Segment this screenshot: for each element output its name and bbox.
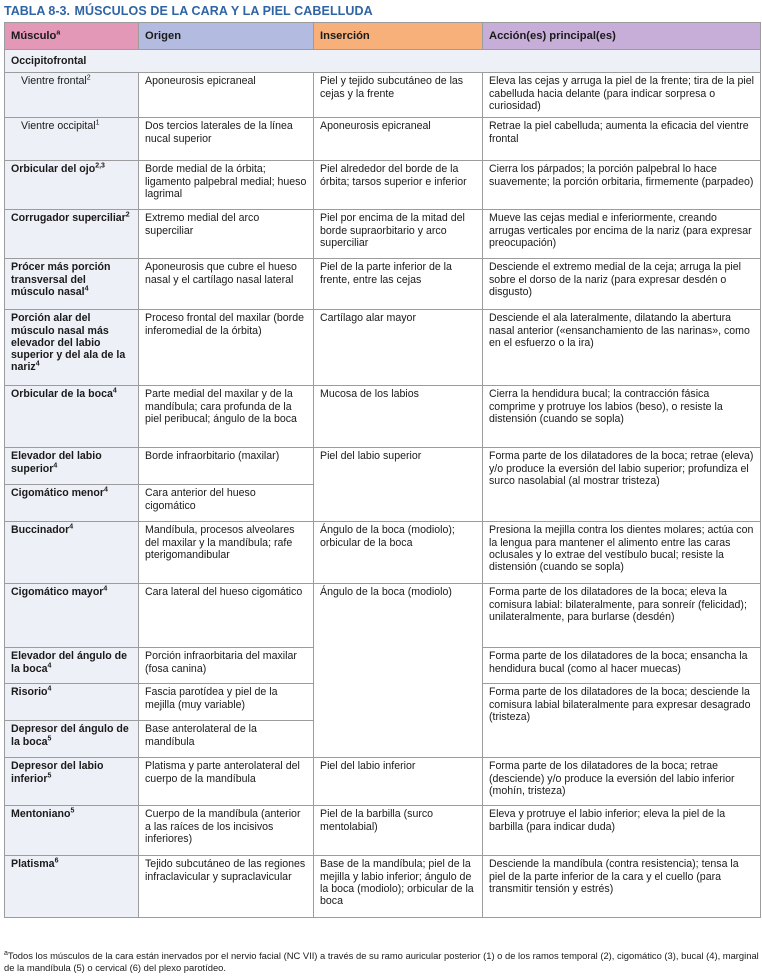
insertion-cell: Cartílago alar mayor <box>314 310 483 386</box>
section-row <box>5 50 761 73</box>
insertion-cell: Piel de la parte inferior de la frente, entre las cejas <box>314 259 483 310</box>
muscle-cell: Elevador del ángulo de la boca$^4$ <box>5 648 139 684</box>
table-row <box>5 448 761 485</box>
insertion-cell: Piel y tejido subcutáneo de las cejas y la frente <box>314 73 483 118</box>
table-row <box>5 118 761 161</box>
muscle-cell: Depresor del labio inferior$^5$ <box>5 758 139 806</box>
insertion-cell: Piel por encima de la mitad del borde supraorbitario y arco superciliar <box>314 210 483 259</box>
table-row <box>5 161 761 210</box>
action-cell: Eleva las cejas y arruga la piel de la frente; tira de la piel cabelluda hacia delante (para indicar sorpresa o curiosidad) <box>483 73 761 118</box>
muscle-cell: Orbicular del ojo$^{2,3}$ <box>5 161 139 210</box>
origin-cell: Cuerpo de la mandíbula (anterior a las raíces de los incisivos inferiores) <box>139 806 314 856</box>
insertion-cell: Ángulo de la boca (modiolo) <box>314 584 483 758</box>
action-cell: Forma parte de los dilatadores de la boca; eleva la comisura labial: bilateralmente, para sonreír (felicidad); unilateralmente, para burlarse (desdén) <box>483 584 761 648</box>
table-number: TABLA 8-3. <box>4 4 70 18</box>
origin-cell: Parte medial del maxilar y de la mandíbula; cara profunda de la piel peribucal; ángulo de la boca <box>139 386 314 448</box>
insertion-cell: Aponeurosis epicraneal <box>314 118 483 161</box>
header-origen: Origen <box>139 23 314 50</box>
table-row <box>5 210 761 259</box>
action-cell: Desciende el ala lateralmente, dilatando la abertura nasal anterior («ensanchamiento de las narinas», como en el esfuerzo o la ira) <box>483 310 761 386</box>
action-cell: Mueve las cejas medial e inferiormente, creando arrugas verticales por encima de la nariz (para expresar preocupación) <box>483 210 761 259</box>
muscle-cell: Orbicular de la boca$^4$ <box>5 386 139 448</box>
table-row <box>5 806 761 856</box>
origin-cell: Mandíbula, procesos alveolares del maxilar y la mandíbula; rafe pterigomandibular <box>139 522 314 584</box>
table-row <box>5 584 761 648</box>
table-row <box>5 386 761 448</box>
muscle-cell: Cigomático mayor$^4$ <box>5 584 139 648</box>
action-cell: Desciende el extremo medial de la ceja; arruga la piel sobre el dorso de la nariz (para expresar desdén o disgusto) <box>483 259 761 310</box>
origin-cell: Proceso frontal del maxilar (borde inferomedial de la órbita) <box>139 310 314 386</box>
action-cell: Forma parte de los dilatadores de la boca; retrae (eleva) y/o produce la eversión del labio superior; profundiza el surco nasolabial (al mostrar tristeza) <box>483 448 761 522</box>
insertion-cell: Ángulo de la boca (modiolo); orbicular de la boca <box>314 522 483 584</box>
muscles-table <box>4 22 761 918</box>
origin-cell: Borde medial de la órbita; ligamento palpebral medial; hueso lagrimal <box>139 161 314 210</box>
muscle-cell: Depresor del ángulo de la boca$^5$ <box>5 721 139 758</box>
table-row <box>5 758 761 806</box>
origin-cell: Fascia parotídea y piel de la mejilla (muy variable) <box>139 684 314 721</box>
origin-cell: Platisma y parte anterolateral del cuerpo de la mandíbula <box>139 758 314 806</box>
origin-cell: Cara anterior del hueso cigomático <box>139 485 314 522</box>
origin-cell: Extremo medial del arco superciliar <box>139 210 314 259</box>
section-occipitofrontal: Occipitofrontal <box>5 50 761 73</box>
muscle-cell: Buccinador$^4$ <box>5 522 139 584</box>
table-row <box>5 310 761 386</box>
insertion-cell: Piel del labio superior <box>314 448 483 522</box>
origin-cell: Aponeurosis que cubre el hueso nasal y el cartílago nasal lateral <box>139 259 314 310</box>
muscle-cell: Porción alar del músculo nasal más elevador del labio superior y del ala de la nariz$^4$ <box>5 310 139 386</box>
insertion-cell: Piel del labio inferior <box>314 758 483 806</box>
header-accion: Acción(es) principal(es) <box>483 23 761 50</box>
origin-cell: Dos tercios laterales de la línea nucal superior <box>139 118 314 161</box>
action-cell: Forma parte de los dilatadores de la boca; ensancha la hendidura bucal (como al hacer muecas) <box>483 648 761 684</box>
origin-cell: Base anterolateral de la mandíbula <box>139 721 314 758</box>
origin-cell: Tejido subcutáneo de las regiones infraclavicular y supraclavicular <box>139 856 314 918</box>
muscle-cell: Mentoniano$^5$ <box>5 806 139 856</box>
origin-cell: Cara lateral del hueso cigomático <box>139 584 314 648</box>
action-cell: Cierra la hendidura bucal; la contracción fásica comprime y protruye los labios (beso), o resiste la distensión (cuando se sopla) <box>483 386 761 448</box>
table-row <box>5 856 761 918</box>
header-row <box>5 23 761 50</box>
insertion-cell: Base de la mandíbula; piel de la mejilla y labio inferior; ángulo de la boca (modiolo); orbicular de la boca <box>314 856 483 918</box>
table-row <box>5 259 761 310</box>
origin-cell: Aponeurosis epicraneal <box>139 73 314 118</box>
action-cell: Cierra los párpados; la porción palpebral lo hace suavemente; la porción orbitaria, firmemente (parpadeo) <box>483 161 761 210</box>
footnote: $^a$Todos los músculos de la cara están inervados por el nervio facial (NC VII) a través de su ramo auricular posterior (1) o de los ramos temporal (2), cigomático (3), bucal (4), marginal de la mandíbula (5) o cervical (6) del plexo parotídeo. <box>4 949 759 973</box>
table-row <box>5 73 761 118</box>
muscle-cell: Risorio$^4$ <box>5 684 139 721</box>
muscle-cell: Cigomático menor$^4$ <box>5 485 139 522</box>
insertion-cell: Piel alrededor del borde de la órbita; tarsos superior e inferior <box>314 161 483 210</box>
muscle-cell: Elevador del labio superior$^4$ <box>5 448 139 485</box>
table-title <box>0 0 762 22</box>
muscle-cell: Corrugador superciliar$^2$ <box>5 210 139 259</box>
header-insercion: Inserción <box>314 23 483 50</box>
action-cell: Retrae la piel cabelluda; aumenta la eficacia del vientre frontal <box>483 118 761 161</box>
origin-cell: Borde infraorbitario (maxilar) <box>139 448 314 485</box>
action-cell: Desciende la mandíbula (contra resistencia); tensa la piel de la parte inferior de la cara y el cuello (para transmitir tensión y estrés) <box>483 856 761 918</box>
muscle-cell: Vientre frontal$^2$ <box>5 73 139 118</box>
action-cell: Forma parte de los dilatadores de la boca; desciende la comisura labial bilateralmente para expresar desagrado (tristeza) <box>483 684 761 758</box>
action-cell: Presiona la mejilla contra los dientes molares; actúa con la lengua para mantener el alimento entre las caras oclusales y lo extrae del vestíbulo bucal; resiste la distensión (cuando se sopla) <box>483 522 761 584</box>
insertion-cell: Mucosa de los labios <box>314 386 483 448</box>
insertion-cell: Piel de la barbilla (surco mentolabial) <box>314 806 483 856</box>
table-title-text: MÚSCULOS DE LA CARA Y LA PIEL CABELLUDA <box>74 4 373 18</box>
muscle-cell: Prócer más porción transversal del músculo nasal$^4$ <box>5 259 139 310</box>
header-musculo: Músculo$^a$ <box>5 23 139 50</box>
origin-cell: Porción infraorbitaria del maxilar (fosa canina) <box>139 648 314 684</box>
action-cell: Eleva y protruye el labio inferior; eleva la piel de la barbilla (para indicar duda) <box>483 806 761 856</box>
muscle-cell: Vientre occipital$^1$ <box>5 118 139 161</box>
table-row <box>5 522 761 584</box>
action-cell: Forma parte de los dilatadores de la boca; retrae (desciende) y/o produce la eversión del labio inferior (mohín, tristeza) <box>483 758 761 806</box>
muscle-cell: Platisma$^6$ <box>5 856 139 918</box>
